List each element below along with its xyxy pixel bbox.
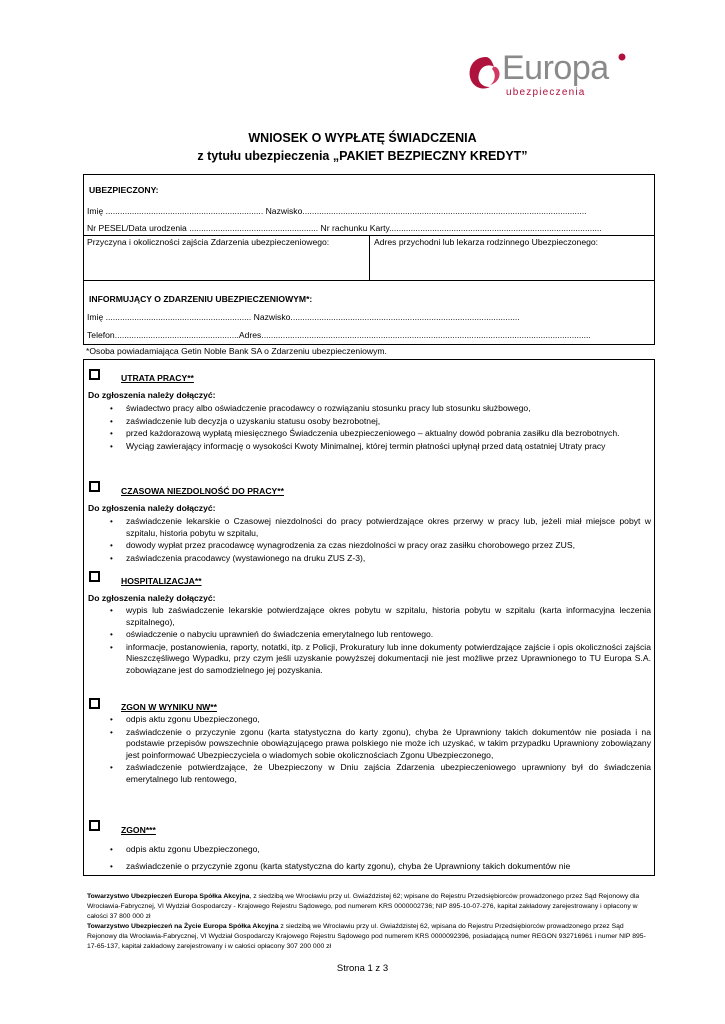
checkbox-utrata-pracy[interactable] [89,369,100,380]
logo-subtitle: ubezpieczenia [506,87,586,98]
page-number: Strona 1 z 3 [336,963,389,974]
list-item: • zaświadczenie lekarskie o Czasowej niezdolności do pracy potwierdzające okres przerwy w pracy lub, jeżeli miał miejsce pobyt w szpitalu, historia pobytu w szpitalu, [110,516,651,539]
list-item: • świadectwo pracy albo oświadczenie pracodawcy o rozwiązaniu stosunku pracy lub stosunku służbowego, [110,403,651,415]
insured-pesel-field[interactable]: Nr PESEL/Data urodzenia ...................................................... Nr rachunku Karty......................................................................................... [87,223,602,233]
list-item: • przed każdorazową wypłatą miesięcznego Świadczenia ubezpieczeniowego – aktualny dowód pobrania zasiłku dla bezrobotnych. [110,428,651,440]
list-item: • zaświadczenie lub decyzja o uzyskaniu statusu osoby bezrobotnej, [110,416,651,428]
section-title: ZGON*** [121,825,156,835]
list-item: • zaświadczenia pracodawcy (wystawionego na druku ZUS Z-3), [110,553,651,565]
form-title: WNIOSEK O WYPŁATĘ ŚWIADCZENIA [248,131,477,145]
list-item: • Wyciąg zawierający informację o wysokości Kwoty Minimalnej, której termin płatności upłynął przed datą ostatniej Utraty pracy [110,441,651,453]
list-item: • informacje, postanowienia, raporty, notatki, itp. z Policji, Prokuratury lub inne dokumenty potwierdzające zajście i opis okoliczności zajścia Nieszczęśliwego Wypadku, przy czym jeśli uzyskanie powyższej dokumentacji nie jest możliwe przez Uprawnionego to TU Europa S.A. zobowiązane jest do samodzielnego jej pozyskania. [110,642,651,677]
attach-label: Do zgłoszenia należy dołączyć: [88,503,216,513]
attach-label: Do zgłoszenia należy dołączyć: [88,593,216,603]
footer-company-1-name: Towarzystwo Ubezpieczeń Europa Spółka Akcyjna [87,893,250,900]
checkbox-hospitalizacja[interactable] [89,571,100,582]
footer-company-2-details: z siedzibą we Wrocławiu przy ul. Gwiaździstej 62, wpisana do Rejestru Przedsiębiorców prowadzonego przez Sąd Rejonowy dla Wrocławia-Fabrycznej, VI Wydział Gospodarczy Krajowego Rejestru Sądowego pod numerem KRS 0000092396, posiadającą numer REGON 932716961 i numer NIP 895-17-65-137, kapitał zakładowy zarejestrowany i w całości opłacony 307 200 000 zł [87,923,646,950]
section-title: ZGON W WYNIKU NW** [121,702,217,712]
attachment-list [110,605,651,677]
attachment-list [110,844,651,874]
list-item: • odpis aktu zgonu Ubezpieczonego, [110,714,651,726]
section-title: HOSPITALIZACJA** [121,576,202,586]
insured-header: UBEZPIECZONY: [89,185,159,195]
company-logo [466,47,636,101]
attach-label: Do zgłoszenia należy dołączyć: [88,390,216,400]
checkbox-czasowa-niezdolnosc[interactable] [89,481,100,492]
divider [369,235,370,280]
checkbox-zgon[interactable] [89,820,100,831]
cause-field[interactable]: Przyczyna i okoliczności zajścia Zdarzenia ubezpieczeniowego: [87,237,330,247]
logo-emblem-icon [466,53,506,97]
list-item: • oświadczenie o nabyciu uprawnień do świadczenia emerytalnego lub rentowego. [110,629,651,641]
attachment-list [110,714,651,786]
footer-company-2 [87,922,653,952]
informant-contact-field[interactable]: Telefon....................................................Adres.......................................................................................................................................... [87,330,591,340]
informant-header: INFORMUJĄCY O ZDARZENIU UBEZPIECZENIOWYM*: [89,294,313,304]
insured-name-field[interactable]: Imię .................................................................. Nazwisko....................................................................................................................... [87,206,587,216]
clinic-address-field[interactable]: Adres przychodni lub lekarza rodzinnego Ubezpieczonego: [374,237,599,247]
divider [84,280,654,281]
footer-company-1-details: , z siedzibą we Wrocławiu przy ul. Gwiaździstej 62; wpisane do Rejestru Przedsiębiorców prowadzonego przez Sąd Rejonowy dla Wrocławia-Fabrycznej, VI Wydział Gospodarczy - Krajowego Rejestru Sądowego, pod numerem KRS 0000002736; NIP 895-10-07-276, kapitał zakładowy zarejestrowany i opłacony w całości 37 800 000 zł [87,893,640,920]
logo-word: Europa [502,49,609,87]
form-subtitle: z tytułu ubezpieczenia „PAKIET BEZPIECZNY KREDYT” [197,149,528,163]
footer-company-2-name: Towarzystwo Ubezpieczeń na Życie Europa Spółka Akcyjna [87,923,279,930]
logo-dot-icon [618,53,626,61]
list-item: • odpis aktu zgonu Ubezpieczonego, [110,844,651,856]
footnote: *Osoba powiadamiająca Getin Noble Bank SA o Zdarzeniu ubezpieczeniowym. [86,346,387,356]
section-title: CZASOWA NIEZDOLNOŚĆ DO PRACY** [121,486,284,496]
list-item: • zaświadczenie o przyczynie zgonu (karta statystyczna do karty zgonu), chyba że Uprawniony takich dokumentów nie [110,861,651,873]
informant-name-field[interactable]: Imię ............................................................. Nazwisko................................................................................................ [87,312,520,322]
section-title: UTRATA PRACY** [121,373,194,383]
attachment-list [110,516,651,565]
list-item: • zaświadczenie potwierdzające, że Ubezpieczony w Dniu zajścia Zdarzenia ubezpieczeniowego uprawniony był do świadczenia emerytalnego lub rentowego, [110,762,651,785]
insured-section [83,174,655,345]
attachment-list [110,403,651,453]
checkbox-zgon-nw[interactable] [89,698,100,709]
list-item: • dowody wypłat przez pracodawcę wynagrodzenia za czas niezdolności w pracy oraz zasiłku chorobowego przez ZUS, [110,540,651,552]
list-item: • wypis lub zaświadczenie lekarskie potwierdzające okres pobytu w szpitalu, historia pobytu w szpitalu (karta informacyjna leczenia szpitalnego), [110,605,651,628]
footer-company-1 [87,892,653,922]
list-item: • zaświadczenie o przyczynie zgonu (karta statystyczna do karty zgonu), chyba że Uprawniony takich dokumentów nie posiada i na podstawie przepisów powszechnie obowiązującego prawa polskiego nie może ich uzyskać, w takim przypadku Uprawniony zobowiązany jest poinformować Ubezpieczyciela o wiadomych sobie okolicznościach Zgonu Ubezpieczonego, [110,727,651,762]
